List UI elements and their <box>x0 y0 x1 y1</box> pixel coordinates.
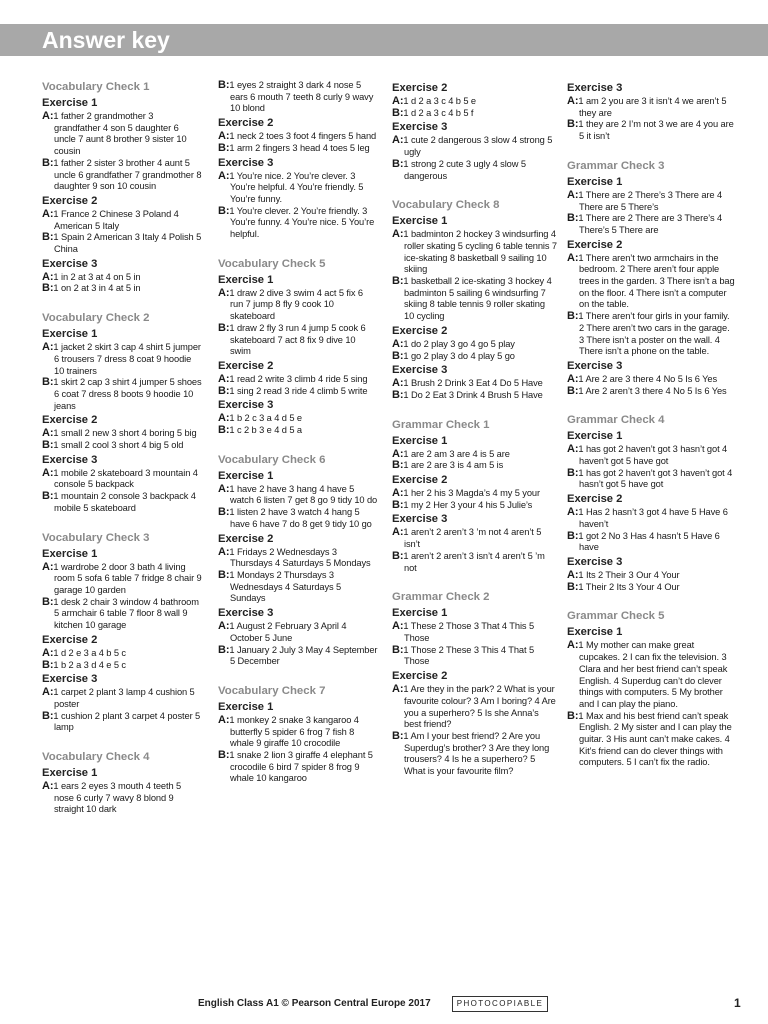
answer-version-label: B: <box>567 212 579 225</box>
exercise-title: Exercise 1 <box>567 175 623 188</box>
answer-text: 1 These 2 Those 3 That 4 This 5 Those <box>403 621 535 643</box>
answer-version-label: A: <box>392 377 404 390</box>
answer-text: 1 Fridays 2 Wednesdays 3 Thursdays 4 Saturdays 5 Mondays <box>229 546 371 569</box>
answer-text: 1 There are 2 There are 3 There’s 4 There’s 5 There are <box>578 213 723 235</box>
answer-text: 1 got 2 No 3 Has 4 hasn’t 5 Have 6 have <box>578 530 720 553</box>
answer-version-label: A: <box>218 620 230 633</box>
column-4 <box>567 80 737 769</box>
answer-version-label: A: <box>42 646 54 659</box>
answer-line <box>392 500 557 512</box>
answer-text: 1 basketball 2 ice-skating 3 hockey 4 badminton 5 sailing 6 windsurfing 7 skiing 8 table tennis 9 roller skating 10 cycling <box>403 276 552 322</box>
answer-text: 1 are 2 are 3 is 4 am 5 is <box>403 460 504 471</box>
answer-version-label: A: <box>218 286 230 299</box>
section-title: Vocabulary Check 2 <box>42 312 150 325</box>
answer-version-label: B: <box>392 643 404 656</box>
answer-text: 1 Mondays 2 Thursdays 3 Wednesdays 4 Saturdays 5 Sundays <box>229 569 342 604</box>
answer-line <box>42 232 202 255</box>
answer-text: 1 am 2 you are 3 it isn’t 4 we aren’t 5 they are <box>578 96 727 118</box>
answer-text: 1 Am I your best friend? 2 Are you Superdug’s brother? 3 Are they long trousers? 4 Is he a superhero? 5 What is your favourite film? <box>403 730 550 777</box>
exercise-title: Exercise 1 <box>218 273 274 286</box>
photocopiable-badge: PHOTOCOPIABLE <box>452 996 548 1012</box>
answer-version-label: A: <box>218 482 230 495</box>
answer-text: 1 Are 2 are 3 there 4 No 5 Is 6 Yes <box>578 373 718 384</box>
answer-version-label: B: <box>567 529 579 542</box>
answer-version-label: A: <box>567 188 579 201</box>
footer-copyright: English Class A1 © Pearson Central Europe 2017 <box>198 998 431 1009</box>
answer-line <box>567 640 737 710</box>
answer-text: 1 Max and his best friend can’t speak English. 2 My sister and I can play the guitar. 3 His aunt can’t make cakes. 4 Kit’s friend can do clever things with computers. 5 I can’t fix the radio. <box>578 710 732 768</box>
answer-line <box>567 190 737 213</box>
exercise-title: Exercise 3 <box>567 555 623 568</box>
answer-text: 1 aren’t 2 aren’t 3 ’m not 4 aren’t 5 isn’t <box>403 527 542 550</box>
answer-line <box>218 80 378 115</box>
answer-version-label: B: <box>218 141 230 154</box>
answer-line <box>42 562 202 597</box>
answer-line <box>567 507 737 530</box>
answer-version-label: A: <box>42 207 54 220</box>
answer-version-label: B: <box>567 384 579 397</box>
answer-line <box>392 460 557 472</box>
answer-line <box>392 229 557 276</box>
answer-version-label: B: <box>218 384 230 397</box>
answer-text: 1 August 2 February 3 April 4 October 5 June <box>229 621 347 643</box>
column-1 <box>42 80 202 816</box>
answer-version-label: A: <box>42 110 54 122</box>
answer-text: 1 my 2 Her 3 your 4 his 5 Julie’s <box>403 499 533 510</box>
answer-version-label: A: <box>567 443 579 456</box>
answer-line <box>392 449 557 461</box>
answer-text: 1 do 2 play 3 go 4 go 5 play <box>403 338 515 349</box>
answer-line <box>42 687 202 710</box>
exercise-title: Exercise 2 <box>218 117 274 130</box>
answer-text: 1 neck 2 toes 3 foot 4 fingers 5 hand <box>229 131 377 142</box>
answer-text: 1 desk 2 chair 3 window 4 bathroom 5 armchair 6 table 7 floor 8 wall 9 kitchen 10 garage <box>53 596 199 631</box>
answer-version-label: B: <box>42 156 54 169</box>
answer-version-label: A: <box>567 372 579 385</box>
exercise-title: Exercise 2 <box>42 194 98 207</box>
answer-text: 1 on 2 at 3 in 4 at 5 in <box>53 283 141 294</box>
exercise-title: Exercise 2 <box>218 359 274 372</box>
answer-version-label: A: <box>567 506 579 519</box>
exercise-title: Exercise 3 <box>392 364 448 377</box>
answer-line <box>567 213 737 236</box>
answer-version-label: A: <box>42 341 54 354</box>
answer-text: 1 aren’t 2 aren’t 3 isn’t 4 aren’t 5 ’m not <box>403 550 545 573</box>
answer-text: 1 Its 2 Their 3 Our 4 Your <box>578 569 680 580</box>
section-title: Vocabulary Check 8 <box>392 199 500 212</box>
answer-text: 1 Brush 2 Drink 3 Eat 4 Do 5 Have <box>403 378 543 389</box>
exercise-title: Exercise 1 <box>42 97 98 109</box>
answer-line <box>392 621 557 644</box>
answer-version-label: B: <box>42 231 54 244</box>
answer-version-label: A: <box>218 372 230 385</box>
answer-line <box>392 378 557 390</box>
answer-version-label: B: <box>567 580 579 593</box>
answer-text: 1 father 2 sister 3 brother 4 aunt 5 uncle 6 grandfather 7 grandmother 8 daughter 9 son 10 cousin <box>53 157 202 192</box>
answer-line <box>42 648 202 660</box>
answer-line <box>42 209 202 232</box>
exercise-title: Exercise 2 <box>392 324 448 337</box>
answer-line <box>392 731 557 778</box>
answer-line <box>218 645 378 668</box>
answer-line <box>392 488 557 500</box>
answer-line <box>218 570 378 605</box>
answer-line <box>392 527 557 550</box>
answer-version-label: B: <box>392 157 404 170</box>
answer-text: 1 small 2 new 3 short 4 boring 5 big <box>53 428 197 439</box>
answer-text: 1 Do 2 Eat 3 Drink 4 Brush 5 Have <box>403 389 543 400</box>
answer-version-label: A: <box>42 560 54 573</box>
answer-text: 1 Has 2 hasn’t 3 got 4 have 5 Have 6 haven’t <box>578 507 728 529</box>
answer-line <box>218 143 378 155</box>
answer-version-label: B: <box>42 376 54 389</box>
answer-version-label: A: <box>218 713 230 726</box>
answer-text: 1 skirt 2 cap 3 shirt 4 jumper 5 shoes 6 coat 7 dress 8 boots 9 hoodie 10 jeans <box>53 377 202 411</box>
answer-version-label: B: <box>392 549 404 562</box>
answer-version-label: A: <box>218 545 230 558</box>
answer-line <box>218 374 378 386</box>
answer-version-label: B: <box>42 658 54 671</box>
answer-text: 1 Those 2 These 3 This 4 That 5 Those <box>403 644 535 667</box>
answer-line <box>392 108 557 120</box>
exercise-title: Exercise 2 <box>392 670 448 683</box>
answer-line <box>567 531 737 554</box>
answer-version-label: B: <box>567 118 579 131</box>
answer-version-label: B: <box>218 568 230 581</box>
section-title: Grammar Check 2 <box>392 591 490 604</box>
answer-version-label: B: <box>567 310 579 323</box>
answer-version-label: A: <box>392 228 404 241</box>
answer-version-label: A: <box>392 487 404 500</box>
answer-version-label: B: <box>42 490 54 503</box>
answer-text: 1 arm 2 fingers 3 head 4 toes 5 leg <box>229 142 370 153</box>
answer-line <box>218 425 378 437</box>
answer-text: 1 read 2 write 3 climb 4 ride 5 sing <box>229 373 368 384</box>
answer-line <box>218 386 378 398</box>
answer-text: 1 go 2 play 3 do 4 play 5 go <box>403 350 515 361</box>
answer-version-label: B: <box>218 79 230 91</box>
answer-text: 1 Are they in the park? 2 What is your favourite colour? 3 Am I boring? 4 Are you a superhero? 5 Is she Anna’s best friend? <box>403 684 556 730</box>
answer-text: 1 My mother can make great cupcakes. 2 I can fix the television. 3 Clara and her best friend can’t speak English. 4 Superdug can’t do clever things with computers. 5 My brother and I can play the piano. <box>578 640 728 709</box>
answer-line <box>567 311 737 358</box>
answer-line <box>42 342 202 377</box>
answer-line <box>218 715 378 750</box>
exercise-title: Exercise 3 <box>218 156 274 169</box>
answer-line <box>567 374 737 386</box>
answer-text: 1 sing 2 read 3 ride 4 climb 5 write <box>229 385 368 396</box>
exercise-title: Exercise 3 <box>567 359 623 372</box>
exercise-title: Exercise 1 <box>392 607 448 620</box>
answer-text: 1 d 2 a 3 c 4 b 5 f <box>403 107 474 118</box>
answer-version-label: B: <box>392 349 404 362</box>
answer-version-label: A: <box>392 683 404 696</box>
exercise-title: Exercise 2 <box>218 532 274 545</box>
answer-text: 1 has got 2 haven’t got 3 hasn’t got 4 haven’t got 5 have got <box>578 444 728 467</box>
answer-text: 1 eyes 2 straight 3 dark 4 nose 5 ears 6 mouth 7 teeth 8 curly 9 wavy 10 blond <box>229 80 374 114</box>
answer-version-label: A: <box>392 620 404 633</box>
answer-line <box>42 711 202 734</box>
exercise-title: Exercise 3 <box>42 257 98 270</box>
section-title: Vocabulary Check 6 <box>218 453 326 466</box>
answer-text: 1 There aren’t two armchairs in the bedroom. 2 There aren’t four apple trees in the garden. 3 There isn’t a bag on the floor. 4 There isn’t a computer on the table. <box>578 252 735 310</box>
exercise-title: Exercise 3 <box>218 607 274 620</box>
answer-version-label: B: <box>392 388 404 401</box>
answer-text: 1 Their 2 Its 3 Your 4 Our <box>578 581 680 592</box>
answer-line <box>218 323 378 358</box>
answer-text: 1 cushion 2 plant 3 carpet 4 poster 5 lamp <box>53 710 201 733</box>
answer-line <box>567 119 737 142</box>
answer-version-label: B: <box>42 282 54 295</box>
answer-version-label: A: <box>218 130 230 143</box>
answer-version-label: A: <box>218 412 230 425</box>
exercise-title: Exercise 1 <box>567 626 623 639</box>
answer-version-label: B: <box>42 709 54 722</box>
answer-text: 1 in 2 at 3 at 4 on 5 in <box>53 271 141 282</box>
answer-text: 1 jacket 2 skirt 3 cap 4 shirt 5 jumper 6 trousers 7 dress 8 coat 9 hoodie 10 trainers <box>53 342 201 376</box>
section-title: Vocabulary Check 4 <box>42 751 150 764</box>
exercise-title: Exercise 1 <box>392 215 448 228</box>
answer-version-label: B: <box>392 729 404 742</box>
exercise-title: Exercise 2 <box>392 474 448 487</box>
section-title: Grammar Check 1 <box>392 418 490 431</box>
answer-line <box>567 96 737 119</box>
answer-version-label: B: <box>218 321 230 334</box>
answer-text: 1 January 2 July 3 May 4 September 5 December <box>229 644 378 667</box>
answer-line <box>392 645 557 668</box>
section-title: Vocabulary Check 7 <box>218 684 326 697</box>
answer-line <box>567 582 737 594</box>
answer-version-label: A: <box>42 466 54 479</box>
answer-text: 1 her 2 his 3 Magda’s 4 my 5 your <box>403 488 540 499</box>
exercise-title: Exercise 3 <box>392 121 448 134</box>
answer-line <box>42 781 202 816</box>
answer-line <box>392 551 557 574</box>
section-title: Grammar Check 5 <box>567 610 665 623</box>
section-title: Grammar Check 3 <box>567 159 665 172</box>
answer-line <box>218 288 378 323</box>
answer-text: 1 cute 2 dangerous 3 slow 4 strong 5 ugly <box>403 135 553 158</box>
answer-text: 1 they are 2 I’m not 3 we are 4 you are 5 it isn’t <box>578 119 734 142</box>
answer-text: 1 snake 2 lion 3 giraffe 4 elephant 5 crocodile 6 bird 7 spider 8 frog 9 whale 10 kangaroo <box>229 750 373 784</box>
answer-version-label: A: <box>392 447 404 460</box>
answer-text: 1 draw 2 dive 3 swim 4 act 5 fix 6 run 7 jump 8 fly 9 cook 10 skateboard <box>229 287 363 322</box>
answer-text: 1 mountain 2 console 3 backpack 4 mobile 5 skateboard <box>53 491 196 513</box>
page-title: Answer key <box>42 27 170 53</box>
answer-text: 1 draw 2 fly 3 run 4 jump 5 cook 6 skateboard 7 act 8 fix 9 dive 10 swim <box>229 322 366 357</box>
answer-line <box>567 570 737 582</box>
answer-text: 1 Are 2 aren’t 3 there 4 No 5 Is 6 Yes <box>578 385 727 396</box>
section-title: Grammar Check 4 <box>567 414 665 427</box>
answer-line <box>218 621 378 644</box>
answer-text: 1 listen 2 have 3 watch 4 hang 5 have 6 have 7 do 8 get 9 tidy 10 go <box>229 507 372 529</box>
answer-version-label: A: <box>567 95 579 107</box>
answer-text: 1 ears 2 eyes 3 mouth 4 teeth 5 nose 6 curly 7 wavy 8 blond 9 straight 10 dark <box>53 781 182 815</box>
answer-version-label: A: <box>567 568 579 581</box>
answer-version-label: B: <box>567 709 579 722</box>
answer-text: 1 c 2 b 3 e 4 d 5 a <box>229 425 302 436</box>
answer-line <box>42 283 202 295</box>
answer-version-label: B: <box>392 459 404 472</box>
exercise-title: Exercise 3 <box>42 673 98 686</box>
answer-text: 1 d 2 a 3 c 4 b 5 e <box>403 96 476 106</box>
answer-line <box>42 272 202 284</box>
answer-text: 1 You’re clever. 2 You’re friendly. 3 You’re funny. 4 You’re nice. 5 You’re helpful. <box>229 205 375 240</box>
answer-line <box>42 660 202 672</box>
answer-version-label: A: <box>392 95 404 107</box>
answer-text: 1 France 2 Chinese 3 Poland 4 American 5 Italy <box>53 208 179 231</box>
answer-version-label: A: <box>392 526 404 539</box>
answer-text: 1 Spain 2 American 3 Italy 4 Polish 5 China <box>53 232 202 255</box>
answer-version-label: A: <box>392 337 404 350</box>
answer-version-label: B: <box>218 749 230 762</box>
column-3 <box>392 80 557 778</box>
answer-line <box>42 468 202 491</box>
answer-text: 1 are 2 am 3 are 4 is 5 are <box>403 448 510 459</box>
answer-version-label: B: <box>42 439 54 452</box>
answer-text: 1 d 2 e 3 a 4 b 5 c <box>53 647 126 658</box>
answer-line <box>42 491 202 514</box>
section-title: Vocabulary Check 1 <box>42 81 150 93</box>
header-banner <box>0 24 768 56</box>
answer-line <box>567 386 737 398</box>
page-number: 1 <box>734 996 741 1010</box>
answer-text: 1 carpet 2 plant 3 lamp 4 cushion 5 poster <box>53 687 195 709</box>
answer-line <box>392 135 557 158</box>
exercise-title: Exercise 1 <box>42 767 98 780</box>
answer-line <box>392 351 557 363</box>
answer-line <box>567 468 737 491</box>
answer-line <box>218 206 378 241</box>
exercise-title: Exercise 3 <box>567 82 623 94</box>
section-title: Vocabulary Check 3 <box>42 531 150 544</box>
answer-line <box>42 111 202 158</box>
answer-text: 1 badminton 2 hockey 3 windsurfing 4 roller skating 5 cycling 6 table tennis 7 ice-skating 8 basketball 9 sailing 10 skiing <box>403 229 557 275</box>
answer-version-label: A: <box>42 270 54 283</box>
answer-version-label: B: <box>392 106 404 119</box>
answer-text: 1 monkey 2 snake 3 kangaroo 4 butterfly 5 spider 6 frog 7 fish 8 whale 9 giraffe 10 crocodile <box>229 714 359 749</box>
answer-text: 1 father 2 grandmother 3 grandfather 4 son 5 daughter 6 uncle 7 aunt 8 brother 9 sister 10 cousin <box>53 111 187 157</box>
answer-version-label: A: <box>567 639 579 652</box>
answer-line <box>42 158 202 193</box>
answer-line <box>392 159 557 182</box>
column-2 <box>218 80 378 785</box>
answer-line <box>42 377 202 412</box>
section-title: Vocabulary Check 5 <box>218 257 326 270</box>
exercise-title: Exercise 2 <box>42 414 98 427</box>
answer-line <box>218 413 378 425</box>
answer-line <box>218 547 378 570</box>
exercise-title: Exercise 2 <box>567 238 623 251</box>
answer-line <box>218 131 378 143</box>
answer-line <box>567 711 737 770</box>
answer-version-label: B: <box>567 466 579 479</box>
answer-version-label: A: <box>42 427 54 440</box>
answer-line <box>42 597 202 632</box>
answer-line <box>218 484 378 507</box>
answer-line <box>218 171 378 206</box>
exercise-title: Exercise 3 <box>42 453 98 466</box>
exercise-title: Exercise 1 <box>42 547 98 560</box>
answer-version-label: A: <box>218 169 230 182</box>
exercise-title: Exercise 1 <box>392 434 448 447</box>
answer-version-label: B: <box>42 595 54 608</box>
answer-text: 1 mobile 2 skateboard 3 mountain 4 console 5 backpack <box>53 467 198 490</box>
answer-version-label: B: <box>218 204 230 217</box>
answer-text: 1 have 2 have 3 hang 4 have 5 watch 6 listen 7 get 8 go 9 tidy 10 do <box>229 483 378 506</box>
exercise-title: Exercise 2 <box>42 633 98 646</box>
answer-version-label: A: <box>392 134 404 147</box>
exercise-title: Exercise 3 <box>392 513 448 526</box>
answer-text: 1 There are 2 There’s 3 There are 4 There are 5 There’s <box>578 189 723 212</box>
answer-version-label: B: <box>218 643 230 656</box>
answer-line <box>567 253 737 312</box>
answer-version-label: B: <box>392 275 404 288</box>
answer-text: 1 You’re nice. 2 You’re clever. 3 You’re helpful. 4 You’re friendly. 5 You’re funny. <box>229 170 364 204</box>
answer-text: 1 b 2 a 3 d 4 e 5 c <box>53 659 126 670</box>
answer-line <box>392 684 557 731</box>
exercise-title: Exercise 3 <box>218 399 274 412</box>
answer-text: 1 b 2 c 3 a 4 d 5 e <box>229 413 302 424</box>
answer-line <box>392 339 557 351</box>
answer-version-label: B: <box>218 506 230 519</box>
answer-line <box>42 428 202 440</box>
answer-line <box>218 750 378 785</box>
answer-line <box>567 444 737 467</box>
answer-line <box>392 390 557 402</box>
answer-version-label: A: <box>42 686 54 699</box>
answer-line <box>392 96 557 108</box>
exercise-title: Exercise 1 <box>218 469 274 482</box>
answer-text: 1 has got 2 haven’t got 3 haven’t got 4 hasn’t got 5 have got <box>578 467 733 490</box>
answer-text: 1 There aren’t four girls in your family. 2 There aren’t two cars in the garage. 3 There isn’t a poster on the wall. 4 There isn’t a phone on the table. <box>578 311 730 357</box>
answer-text: 1 strong 2 cute 3 ugly 4 slow 5 dangerous <box>403 158 526 181</box>
answer-line <box>218 507 378 530</box>
answer-version-label: A: <box>42 780 54 793</box>
answer-version-label: B: <box>218 424 230 437</box>
exercise-title: Exercise 1 <box>42 328 98 341</box>
exercise-title: Exercise 2 <box>567 493 623 506</box>
exercise-title: Exercise 1 <box>567 430 623 443</box>
answer-line <box>392 276 557 323</box>
answer-text: 1 wardrobe 2 door 3 bath 4 living room 5 sofa 6 table 7 fridge 8 chair 9 garage 10 garden <box>53 561 202 595</box>
exercise-title: Exercise 2 <box>392 82 448 94</box>
answer-line <box>42 440 202 452</box>
answer-version-label: A: <box>567 251 579 264</box>
answer-version-label: B: <box>392 498 404 511</box>
exercise-title: Exercise 1 <box>218 700 274 713</box>
answer-text: 1 small 2 cool 3 short 4 big 5 old <box>53 440 184 451</box>
